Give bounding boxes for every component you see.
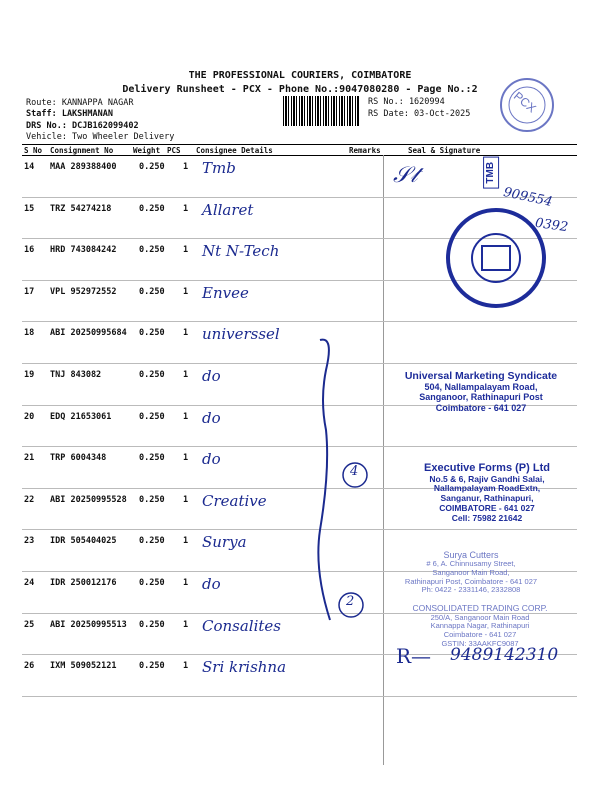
handwritten-phone: 9489142310 bbox=[450, 645, 559, 665]
rs-number: RS No.: 1620994 bbox=[368, 97, 445, 107]
row-pcs: 1 bbox=[183, 453, 189, 464]
consolidated-stamp-line5: GSTIN: 33AAKFC9087 bbox=[441, 638, 519, 648]
row-sno: 26 bbox=[24, 661, 35, 672]
row-pcs: 1 bbox=[183, 370, 189, 380]
executive-stamp-line5: COIMBATORE - 641 027 bbox=[439, 502, 535, 513]
consolidated-stamp-line2: 250/A, Sanganoor Main Road bbox=[430, 612, 530, 622]
company-title: THE PROFESSIONAL COURIERS, COIMBATORE bbox=[188, 70, 412, 81]
surya-stamp-line4: Rathinapuri Post, Coimbatore - 641 027 bbox=[404, 576, 538, 586]
col-remarks: Remarks bbox=[349, 146, 381, 155]
seal-column-divider bbox=[383, 155, 384, 765]
row-consignment: IDR 505404025 bbox=[50, 536, 117, 547]
row-weight: 0.250 bbox=[139, 203, 165, 214]
row-pcs: 1 bbox=[183, 286, 189, 297]
executive-stamp-line1: Executive Forms (P) Ltd bbox=[424, 462, 550, 474]
row-pcs: 1 bbox=[183, 619, 189, 630]
executive-stamp-line2: No.5 & 6, Rajiv Gandhi Salai, bbox=[429, 473, 545, 484]
signature-row26: R— bbox=[396, 644, 432, 668]
row-consignment: TNJ 843082 bbox=[50, 370, 102, 380]
universal-stamp-line2: 504, Nallampalayam Road, bbox=[424, 382, 538, 393]
table-row-divider bbox=[22, 696, 577, 697]
surya-stamp-line5: Ph: 0422 - 2331146, 2332808 bbox=[421, 585, 521, 595]
surya-stamp-line2: # 6, A. Chinnusamy Street, bbox=[426, 559, 516, 569]
circled-number-4: 4 bbox=[350, 464, 359, 479]
row-sno: 16 bbox=[24, 245, 35, 256]
round-company-seal-icon bbox=[444, 206, 548, 310]
row-weight: 0.250 bbox=[139, 370, 165, 380]
col-seal: Seal & Signature bbox=[408, 146, 481, 155]
table-top-line bbox=[22, 144, 577, 145]
route: Route: KANNAPPA NAGAR bbox=[26, 98, 134, 108]
row-weight: 0.250 bbox=[139, 162, 165, 172]
surya-stamp-line1: Surya Cutters bbox=[443, 550, 499, 560]
tmb-stamp: TMB bbox=[483, 157, 499, 189]
row-consignee-handwritten: universsel bbox=[202, 325, 280, 344]
row-consignee-handwritten: Consalites bbox=[202, 616, 282, 635]
row-consignment: VPL 952972552 bbox=[50, 286, 117, 297]
row-consignee-handwritten: Allaret bbox=[202, 200, 254, 219]
row-consignment: ABI 20250995513 bbox=[50, 619, 127, 630]
row-consignment: ABI 20250995528 bbox=[50, 494, 127, 505]
row-weight: 0.250 bbox=[139, 661, 165, 672]
row-pcs: 1 bbox=[183, 494, 189, 505]
row-consignee-handwritten: Surya bbox=[202, 533, 247, 552]
drs-number: DRS No.: DCJB162099402 bbox=[26, 121, 139, 131]
consolidated-stamp-line3: Kannappa Nagar, Rathinapuri bbox=[430, 621, 530, 631]
vehicle: Vehicle: Two Wheeler Delivery bbox=[26, 132, 175, 142]
row-consignee-handwritten: Nt N-Tech bbox=[202, 242, 280, 261]
col-consignee: Consignee Details bbox=[196, 146, 273, 155]
executive-stamp-line4: Sanganur, Rathinapuri, bbox=[440, 493, 534, 504]
row-consignee-handwritten: Sri krishna bbox=[202, 658, 287, 677]
executive-stamp-line3: Nallampalayam RoadExtn, bbox=[433, 483, 541, 494]
surya-stamp-line3: Sanganoor Main Road, bbox=[432, 567, 510, 577]
row-sno: 17 bbox=[24, 286, 35, 297]
table-row-divider bbox=[22, 321, 577, 322]
row-consignee-handwritten: Tmb bbox=[202, 159, 236, 177]
col-consignment: Consignment No bbox=[50, 146, 114, 155]
row-consignment: EDQ 21653061 bbox=[50, 411, 112, 422]
staff: Staff: LAKSHMANAN bbox=[26, 109, 113, 119]
handwritten-number-2: 0392 bbox=[534, 215, 569, 236]
row-sno: 24 bbox=[24, 578, 35, 588]
universal-marketing-stamp bbox=[386, 370, 576, 413]
row-consignee-handwritten: do bbox=[202, 575, 221, 593]
row-consignee-handwritten: do bbox=[202, 367, 221, 385]
row-pcs: 1 bbox=[183, 536, 189, 547]
universal-stamp-line1: Universal Marketing Syndicate bbox=[404, 370, 558, 382]
row-consignment: IXM 509052121 bbox=[50, 661, 117, 672]
row-sno: 21 bbox=[24, 453, 35, 464]
row-pcs: 1 bbox=[183, 162, 189, 172]
col-sno: S No bbox=[24, 146, 43, 155]
row-pcs: 1 bbox=[183, 203, 189, 214]
table-row-divider bbox=[22, 197, 577, 198]
row-consignee-handwritten: Envee bbox=[202, 283, 249, 302]
row-consignment: TRZ 54274218 bbox=[50, 203, 112, 214]
row-consignee-handwritten: do bbox=[202, 450, 221, 469]
row-pcs: 1 bbox=[183, 328, 189, 339]
row-consignment: HRD 743084242 bbox=[50, 245, 117, 256]
col-weight: Weight bbox=[133, 146, 161, 155]
row-sno: 18 bbox=[24, 328, 35, 339]
circled-number-2: 2 bbox=[346, 594, 355, 609]
surya-cutters-stamp bbox=[376, 550, 566, 595]
table-header-line bbox=[22, 155, 577, 156]
row-weight: 0.250 bbox=[139, 328, 165, 339]
row-weight: 0.250 bbox=[139, 536, 165, 547]
row-sno: 14 bbox=[24, 162, 35, 172]
pcx-stamp-text: PCX bbox=[510, 88, 539, 116]
handwritten-number-1: 909554 bbox=[501, 185, 554, 210]
row-consignment: IDR 250012176 bbox=[50, 578, 117, 588]
row-pcs: 1 bbox=[183, 661, 189, 672]
row-pcs: 1 bbox=[183, 411, 189, 422]
executive-forms-stamp bbox=[392, 462, 582, 523]
row-sno: 20 bbox=[24, 411, 35, 422]
row-consignment: TRP 6004348 bbox=[50, 453, 107, 464]
row-consignment: MAA 289388400 bbox=[50, 162, 117, 172]
consolidated-trading-stamp bbox=[390, 604, 570, 648]
row-sno: 25 bbox=[24, 619, 35, 630]
row-sno: 19 bbox=[24, 370, 35, 380]
row-consignment: ABI 20250995684 bbox=[50, 328, 127, 339]
row-sno: 22 bbox=[24, 494, 35, 505]
consolidated-stamp-line1: CONSOLIDATED TRADING CORP. bbox=[412, 603, 548, 613]
executive-stamp-line6: Cell: 75982 21642 bbox=[451, 512, 523, 523]
row-pcs: 1 bbox=[183, 245, 189, 256]
row-sno: 15 bbox=[24, 203, 35, 214]
row-weight: 0.250 bbox=[139, 619, 165, 630]
row-weight: 0.250 bbox=[139, 494, 165, 505]
row-weight: 0.250 bbox=[139, 453, 165, 464]
runsheet-subtitle: Delivery Runsheet - PCX - Phone No.:9047080280 - Page No.:2 bbox=[122, 84, 478, 95]
row-weight: 0.250 bbox=[139, 286, 165, 297]
row-pcs: 1 bbox=[183, 578, 189, 588]
row-sno: 23 bbox=[24, 536, 35, 547]
row-weight: 0.250 bbox=[139, 411, 165, 422]
universal-stamp-line4: Coimbatore - 641 027 bbox=[435, 402, 527, 413]
row-consignee-handwritten: do bbox=[202, 408, 221, 427]
universal-stamp-line3: Sanganoor, Rathinapuri Post bbox=[419, 392, 543, 403]
row-weight: 0.250 bbox=[139, 578, 165, 588]
consolidated-stamp-line4: Coimbatore - 641 027 bbox=[443, 630, 517, 640]
col-pcs: PCS bbox=[167, 146, 181, 155]
rs-date: RS Date: 03-Oct-2025 bbox=[368, 109, 471, 119]
signature-row14: 𝒮𝓉 bbox=[393, 163, 418, 188]
row-weight: 0.250 bbox=[139, 245, 165, 256]
barcode bbox=[283, 96, 359, 126]
row-consignee-handwritten: Creative bbox=[202, 491, 267, 510]
